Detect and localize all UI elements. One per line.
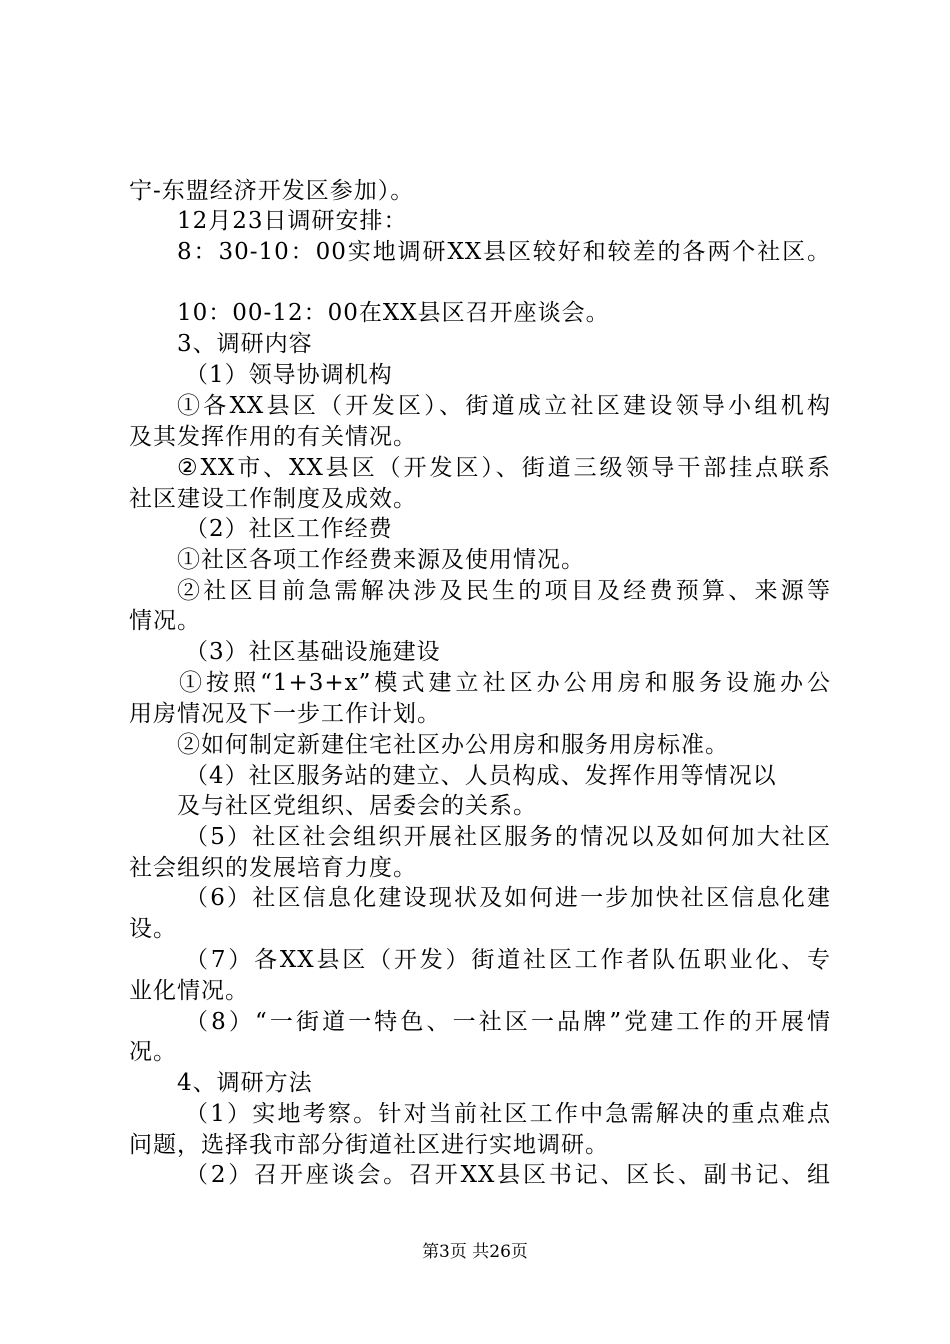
text-line: 宁-东盟经济开发区参加）。 [129, 178, 415, 204]
text-line: 10：00-12：00在XX县区召开座谈会。 [177, 300, 610, 326]
text-line: 业化情况。 [129, 978, 249, 1004]
text-line: ①各XX县区（开发区）、街道成立社区建设领导小组机构 [177, 393, 831, 419]
text-line: 问题，选择我市部分街道社区进行实地调研。 [129, 1132, 609, 1158]
text-line: （6）社区信息化建设现状及如何进一步加快社区信息化建 [185, 885, 831, 911]
text-line: 社会组织的发展培育力度。 [129, 855, 417, 881]
text-line: 及与社区党组织、居委会的关系。 [177, 793, 537, 819]
text-line: （1）实地考察。针对当前社区工作中急需解决的重点难点 [185, 1101, 831, 1127]
text-line: （2）召开座谈会。召开XX县区书记、区长、副书记、组 [185, 1162, 831, 1188]
subsection-heading: （3）社区基础设施建设 [185, 639, 441, 665]
text-line: 情况。 [129, 608, 201, 634]
text-line: 8：30-10：00实地调研XX县区较好和较差的各两个社区。 [177, 239, 831, 265]
text-line: ②社区目前急需解决涉及民生的项目及经费预算、来源等 [177, 578, 831, 604]
page-number: 第3页 共26页 [422, 1242, 528, 1262]
text-line: 12月23日调研安排： [177, 208, 408, 234]
text-line: 社区建设工作制度及成效。 [129, 486, 417, 512]
subsection-heading: （1）领导协调机构 [185, 362, 393, 388]
text-line: （8）“一街道一特色、一社区一品牌”党建工作的开展情 [185, 1009, 831, 1035]
text-line: 用房情况及下一步工作计划。 [129, 701, 441, 727]
text-line: （5）社区社会组织开展社区服务的情况以及如何加大社区 [185, 824, 831, 850]
text-line: （4）社区服务站的建立、人员构成、发挥作用等情况以 [185, 763, 777, 789]
subsection-heading: （2）社区工作经费 [185, 516, 393, 542]
text-line: （7）各XX县区（开发）街道社区工作者队伍职业化、专 [185, 947, 831, 973]
text-line: ①社区各项工作经费来源及使用情况。 [177, 547, 585, 573]
section-heading: 4、调研方法 [177, 1070, 313, 1096]
text-line: ①按照“1+3+x”模式建立社区办公用房和服务设施办公 [179, 670, 831, 696]
section-heading: 3、调研内容 [177, 331, 313, 357]
text-line: 设。 [129, 916, 177, 942]
text-line: 况。 [129, 1039, 177, 1065]
text-line: ②XX市、XX县区（开发区）、街道三级领导干部挂点联系 [177, 455, 831, 481]
text-line: 及其发挥作用的有关情况。 [129, 424, 417, 450]
text-line: ②如何制定新建住宅社区办公用房和服务用房标准。 [177, 732, 729, 758]
